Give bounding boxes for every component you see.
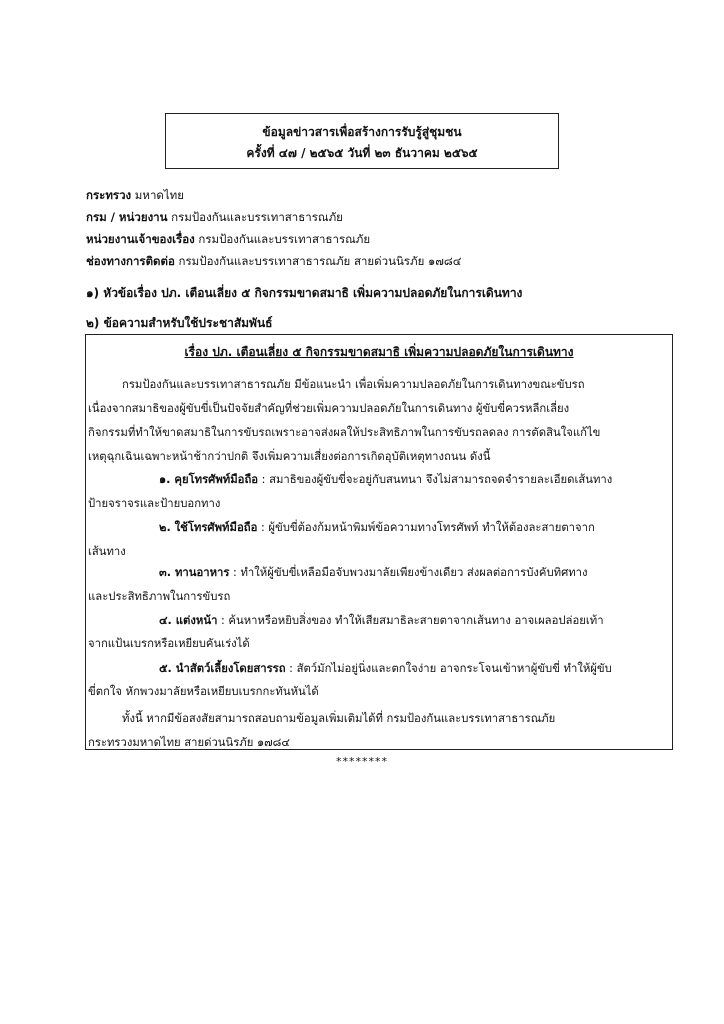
item-4-cont: จากแป้นเบรกหรือเหยียบคันเร่งได้	[88, 637, 250, 650]
intro-line-1: กรมป้องกันและบรรเทาสาธารณภัย มีข้อแนะนำ เพื่อเพิ่มความปลอดภัยในการเดินทางขณะขับรถ	[122, 378, 585, 391]
meta-ministry	[86, 187, 184, 205]
meta-department-value: กรมป้องกันและบรรเทาสาธารณภัย	[167, 210, 343, 224]
intro-line-4: เหตุฉุกเฉินเฉพาะหน้าช้ากว่าปกติ จึงเพิ่มความเสี่ยงต่อการเกิดอุบัติเหตุทางถนน ดังนี้	[88, 450, 491, 463]
end-marker: ********	[336, 755, 388, 768]
item-2-text: : ผู้ขับขี่ต้องก้มหน้าพิมพ์ข้อความทางโทรศัพท์ ทำให้ต้องละสายตาจาก	[257, 521, 595, 534]
item-1-cont: ป้ายจราจรและป้ายบอกทาง	[88, 497, 221, 510]
meta-contact	[86, 253, 461, 271]
meta-department	[86, 209, 343, 227]
list-item-5	[159, 659, 612, 677]
item-1-text: : สมาธิของผู้ขับขี่จะอยู่กับสนทนา จึงไม่สามารถจดจำรายละเอียดเส้นทาง	[258, 473, 613, 486]
closing-line-2: กระทรวงมหาดไทย สายด่วนนิรภัย ๑๗๘๔	[88, 736, 290, 749]
list-item-4	[159, 611, 604, 629]
item-2-cont: เส้นทาง	[88, 545, 126, 558]
section-pr: ๒) ข้อความสำหรับใช้ประชาสัมพันธ์	[86, 316, 273, 330]
meta-ministry-value: มหาดไทย	[131, 188, 185, 202]
header-issue: ครั้งที่ ๔๗ / ๒๕๖๕ วันที่ ๒๓ ธันวาคม ๒๕๖๕	[246, 146, 478, 160]
item-3-label: ๓. ทานอาหาร	[159, 566, 230, 579]
content-box	[85, 334, 673, 750]
meta-owner-label: หน่วยงานเจ้าของเรื่อง	[86, 232, 195, 246]
list-item-1	[159, 470, 612, 488]
item-3-text: : ทำให้ผู้ขับขี่เหลือมือจับพวงมาลัยเพียงข้างเดียว ส่งผลต่อการบังคับทิศทาง	[229, 566, 588, 579]
meta-owner-value: กรมป้องกันและบรรเทาสาธารณภัย	[194, 232, 371, 246]
item-1-label: ๑. คุยโทรศัพท์มือถือ	[159, 473, 259, 486]
item-5-label: ๕. นำสัตว์เลี้ยงโดยสารรถ	[159, 662, 286, 675]
meta-ministry-label: กระทรวง	[86, 188, 132, 202]
item-5-text: : สัตว์มักไม่อยู่นิ่งและตกใจง่าย อาจกระโจนเข้าหาผู้ขับขี่ ทำให้ผู้ขับ	[285, 662, 612, 675]
closing-line-1: ทั้งนี้ หากมีข้อสงสัยสามารถสอบถามข้อมูลเพิ่มเติมได้ที่ กรมป้องกันและบรรเทาสาธารณภัย	[122, 712, 556, 725]
meta-contact-label: ช่องทางการติดต่อ	[86, 254, 175, 268]
intro-line-3: กิจกรรมที่ทำให้ขาดสมาธิในการขับรถเพราะอาจส่งผลให้ประสิทธิภาพในการขับรถลดลง การตัดสินใจแก้ไข	[88, 426, 601, 439]
item-4-text: : ค้นหาหรือหยิบสิ่งของ ทำให้เสียสมาธิละสายตาจากเส้นทาง อาจเผลอปล่อยเท้า	[217, 614, 604, 627]
item-3-cont: และประสิทธิภาพในการขับรถ	[88, 590, 231, 603]
meta-contact-value: กรมป้องกันและบรรเทาสาธารณภัย สายด่วนนิรภัย ๑๗๘๔	[174, 254, 462, 268]
header-title: ข้อมูลข่าวสารเพื่อสร้างการรับรู้สู่ชุมชน	[262, 125, 462, 139]
item-4-label: ๔. แต่งหน้า	[159, 614, 218, 627]
header-box	[165, 113, 559, 169]
intro-line-2: เนื่องจากสมาธิของผู้ขับขี่เป็นปัจจัยสำคัญที่ช่วยเพิ่มความปลอดภัยในการเดินทาง ผู้ขับขี่ควรหลีกเลี่ยง	[88, 402, 570, 415]
item-2-label: ๒. ใช้โทรศัพท์มือถือ	[159, 521, 258, 534]
section-topic: ๑) หัวข้อเรื่อง ปภ. เตือนเลี่ยง ๕ กิจกรรมขาดสมาธิ เพิ่มความปลอดภัยในการเดินทาง	[86, 286, 523, 300]
meta-department-label: กรม / หน่วยงาน	[86, 210, 168, 224]
content-title: เรื่อง ปภ. เตือนเลี่ยง ๕ กิจกรรมขาดสมาธิ เพิ่มความปลอดภัยในการเดินทาง	[184, 345, 574, 359]
list-item-2	[159, 518, 595, 536]
meta-owner	[86, 231, 370, 249]
list-item-3	[159, 563, 588, 581]
item-5-cont: ขี่ตกใจ หักพวงมาลัยหรือเหยียบเบรกกะทันหันได้	[88, 685, 319, 698]
